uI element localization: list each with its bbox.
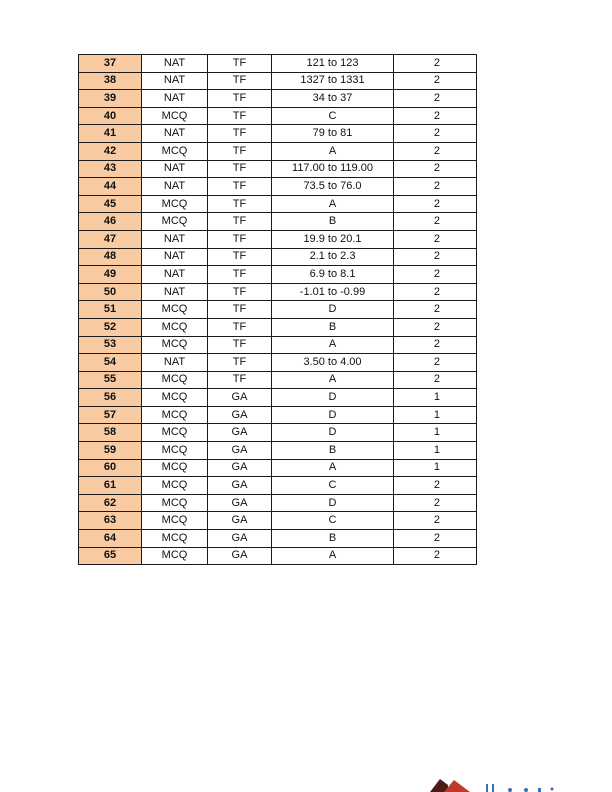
marks-cell: 2 <box>394 354 477 372</box>
marks-cell: 2 <box>394 125 477 143</box>
marks-cell: 2 <box>394 213 477 231</box>
question-number-cell: 39 <box>79 90 142 108</box>
section-cell: TF <box>208 266 272 284</box>
table-row <box>79 459 477 477</box>
marks-cell: 2 <box>394 512 477 530</box>
answer-key-cell: D <box>272 424 394 442</box>
table-row <box>79 266 477 284</box>
answer-key-cell: D <box>272 494 394 512</box>
answer-key-cell: 3.50 to 4.00 <box>272 354 394 372</box>
table-row <box>79 530 477 548</box>
question-number-cell: 63 <box>79 512 142 530</box>
question-type-cell: NAT <box>142 230 208 248</box>
marks-cell: 2 <box>394 107 477 125</box>
section-cell: TF <box>208 90 272 108</box>
table-row <box>79 125 477 143</box>
answer-key-cell: A <box>272 459 394 477</box>
question-number-cell: 42 <box>79 142 142 160</box>
question-number-cell: 52 <box>79 318 142 336</box>
table-row <box>79 442 477 460</box>
section-cell: GA <box>208 424 272 442</box>
marks-cell: 1 <box>394 406 477 424</box>
question-type-cell: MCQ <box>142 494 208 512</box>
section-cell: GA <box>208 530 272 548</box>
answer-key-table <box>78 54 477 565</box>
table-row <box>79 213 477 231</box>
question-number-cell: 54 <box>79 354 142 372</box>
table-row <box>79 494 477 512</box>
question-number-cell: 59 <box>79 442 142 460</box>
answer-key-cell: 2.1 to 2.3 <box>272 248 394 266</box>
question-type-cell: NAT <box>142 72 208 90</box>
table-row <box>79 354 477 372</box>
question-number-cell: 44 <box>79 178 142 196</box>
question-number-cell: 51 <box>79 301 142 319</box>
table-row <box>79 547 477 565</box>
section-cell: TF <box>208 248 272 266</box>
answer-key-cell: 73.5 to 76.0 <box>272 178 394 196</box>
section-cell: TF <box>208 178 272 196</box>
question-number-cell: 41 <box>79 125 142 143</box>
section-cell: TF <box>208 230 272 248</box>
marks-cell: 1 <box>394 389 477 407</box>
table-row <box>79 389 477 407</box>
question-type-cell: MCQ <box>142 213 208 231</box>
table-row <box>79 477 477 495</box>
marks-cell: 2 <box>394 266 477 284</box>
section-cell: TF <box>208 107 272 125</box>
section-cell: GA <box>208 477 272 495</box>
section-cell: GA <box>208 494 272 512</box>
marks-cell: 2 <box>394 178 477 196</box>
answer-key-cell: D <box>272 301 394 319</box>
table-row <box>79 283 477 301</box>
answer-key-cell: A <box>272 336 394 354</box>
answer-key-cell: 1327 to 1331 <box>272 72 394 90</box>
question-type-cell: MCQ <box>142 512 208 530</box>
answer-key-cell: A <box>272 371 394 389</box>
answer-key-cell: C <box>272 107 394 125</box>
question-type-cell: MCQ <box>142 195 208 213</box>
question-type-cell: MCQ <box>142 301 208 319</box>
question-number-cell: 65 <box>79 547 142 565</box>
table-row <box>79 406 477 424</box>
question-number-cell: 53 <box>79 336 142 354</box>
answer-key-cell: D <box>272 406 394 424</box>
marks-cell: 2 <box>394 142 477 160</box>
section-cell: TF <box>208 336 272 354</box>
question-number-cell: 48 <box>79 248 142 266</box>
question-type-cell: NAT <box>142 125 208 143</box>
section-cell: TF <box>208 213 272 231</box>
answer-key-cell: 121 to 123 <box>272 55 394 73</box>
question-number-cell: 57 <box>79 406 142 424</box>
table-row <box>79 424 477 442</box>
question-number-cell: 58 <box>79 424 142 442</box>
table-row <box>79 160 477 178</box>
question-number-cell: 43 <box>79 160 142 178</box>
table-row <box>79 90 477 108</box>
answer-key-cell: C <box>272 512 394 530</box>
question-type-cell: MCQ <box>142 371 208 389</box>
marks-cell: 2 <box>394 55 477 73</box>
marks-cell: 2 <box>394 530 477 548</box>
question-type-cell: MCQ <box>142 389 208 407</box>
question-type-cell: NAT <box>142 178 208 196</box>
question-number-cell: 62 <box>79 494 142 512</box>
question-type-cell: NAT <box>142 283 208 301</box>
marks-cell: 1 <box>394 442 477 460</box>
question-number-cell: 45 <box>79 195 142 213</box>
marks-cell: 1 <box>394 459 477 477</box>
section-cell: TF <box>208 318 272 336</box>
marks-cell: 2 <box>394 318 477 336</box>
section-cell: TF <box>208 301 272 319</box>
section-cell: GA <box>208 547 272 565</box>
question-number-cell: 61 <box>79 477 142 495</box>
table-row <box>79 301 477 319</box>
marks-cell: 2 <box>394 301 477 319</box>
answer-key-cell: A <box>272 195 394 213</box>
table-row <box>79 336 477 354</box>
question-type-cell: MCQ <box>142 142 208 160</box>
question-type-cell: MCQ <box>142 318 208 336</box>
question-number-cell: 64 <box>79 530 142 548</box>
answer-key-cell: 6.9 to 8.1 <box>272 266 394 284</box>
section-cell: TF <box>208 160 272 178</box>
section-cell: TF <box>208 125 272 143</box>
question-type-cell: NAT <box>142 160 208 178</box>
marks-cell: 2 <box>394 248 477 266</box>
table-row <box>79 512 477 530</box>
marks-cell: 2 <box>394 230 477 248</box>
section-cell: TF <box>208 142 272 160</box>
table-row <box>79 195 477 213</box>
question-number-cell: 60 <box>79 459 142 477</box>
answer-key-cell: B <box>272 442 394 460</box>
section-cell: GA <box>208 406 272 424</box>
section-cell: TF <box>208 55 272 73</box>
question-type-cell: NAT <box>142 266 208 284</box>
question-type-cell: NAT <box>142 248 208 266</box>
marks-cell: 2 <box>394 90 477 108</box>
section-cell: GA <box>208 512 272 530</box>
table-row <box>79 230 477 248</box>
question-type-cell: MCQ <box>142 477 208 495</box>
answer-key-cell: 79 to 81 <box>272 125 394 143</box>
marks-cell: 2 <box>394 477 477 495</box>
marks-cell: 2 <box>394 336 477 354</box>
marks-cell: 2 <box>394 195 477 213</box>
answer-key-cell: C <box>272 477 394 495</box>
answer-key-cell: 19.9 to 20.1 <box>272 230 394 248</box>
question-number-cell: 37 <box>79 55 142 73</box>
question-number-cell: 56 <box>79 389 142 407</box>
question-type-cell: MCQ <box>142 107 208 125</box>
question-type-cell: NAT <box>142 354 208 372</box>
question-type-cell: MCQ <box>142 459 208 477</box>
marks-cell: 2 <box>394 371 477 389</box>
table-row <box>79 371 477 389</box>
section-cell: GA <box>208 442 272 460</box>
question-number-cell: 49 <box>79 266 142 284</box>
table-row <box>79 55 477 73</box>
answer-key-cell: D <box>272 389 394 407</box>
question-number-cell: 40 <box>79 107 142 125</box>
question-number-cell: 47 <box>79 230 142 248</box>
marks-cell: 1 <box>394 424 477 442</box>
question-type-cell: MCQ <box>142 406 208 424</box>
answer-key-cell: 34 to 37 <box>272 90 394 108</box>
table-row <box>79 142 477 160</box>
answer-key-cell: A <box>272 142 394 160</box>
table-row <box>79 72 477 90</box>
answer-key-rows <box>79 55 477 565</box>
table-row <box>79 178 477 196</box>
answer-key-cell: A <box>272 547 394 565</box>
question-number-cell: 50 <box>79 283 142 301</box>
answer-key-cell: B <box>272 530 394 548</box>
marks-cell: 2 <box>394 547 477 565</box>
question-type-cell: NAT <box>142 90 208 108</box>
answer-key-cell: 117.00 to 119.00 <box>272 160 394 178</box>
question-number-cell: 46 <box>79 213 142 231</box>
question-type-cell: MCQ <box>142 547 208 565</box>
question-type-cell: MCQ <box>142 336 208 354</box>
section-cell: TF <box>208 283 272 301</box>
question-type-cell: NAT <box>142 55 208 73</box>
marks-cell: 2 <box>394 72 477 90</box>
marks-cell: 2 <box>394 160 477 178</box>
question-type-cell: MCQ <box>142 442 208 460</box>
marks-cell: 2 <box>394 494 477 512</box>
table-row <box>79 248 477 266</box>
answer-key-cell: -1.01 to -0.99 <box>272 283 394 301</box>
section-cell: TF <box>208 72 272 90</box>
section-cell: GA <box>208 389 272 407</box>
question-number-cell: 55 <box>79 371 142 389</box>
question-type-cell: MCQ <box>142 424 208 442</box>
question-type-cell: MCQ <box>142 530 208 548</box>
brand-logo-icon <box>430 776 570 792</box>
table-row <box>79 107 477 125</box>
answer-key-cell: B <box>272 213 394 231</box>
answer-key-cell: B <box>272 318 394 336</box>
table-row <box>79 318 477 336</box>
section-cell: TF <box>208 354 272 372</box>
marks-cell: 2 <box>394 283 477 301</box>
section-cell: GA <box>208 459 272 477</box>
section-cell: TF <box>208 195 272 213</box>
question-number-cell: 38 <box>79 72 142 90</box>
section-cell: TF <box>208 371 272 389</box>
